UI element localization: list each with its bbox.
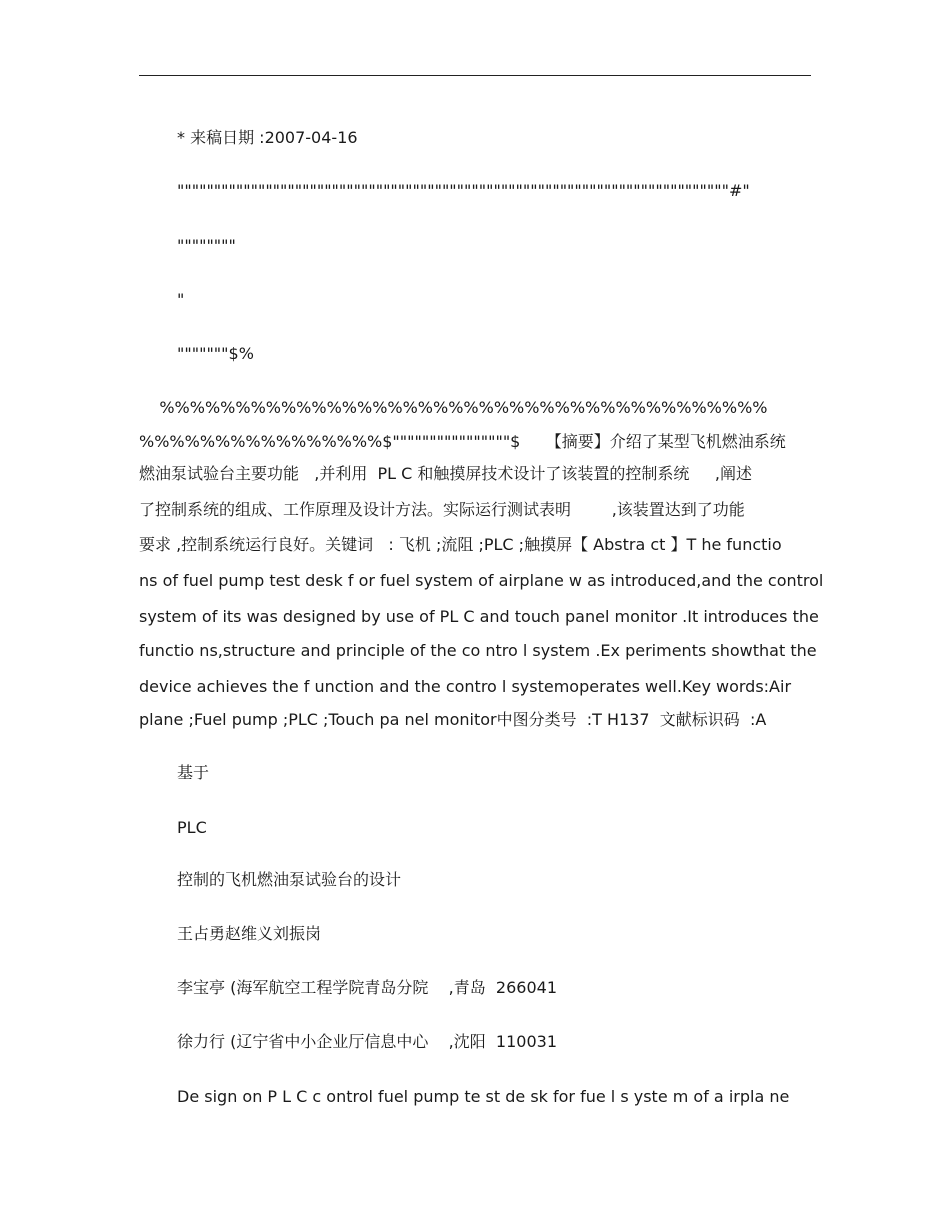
title-prefix: 基于 <box>177 763 210 782</box>
abstract-line: %%%%%%%%%%%%%%%%%%%%%%%%%%%%%%%%%%%%%%%% <box>139 398 768 417</box>
paper-title: 控制的飞机燃油泵试验台的设计 <box>177 870 402 889</box>
garbled-text-line: " <box>177 290 185 309</box>
garbled-text-line: """""""$% <box>177 344 254 363</box>
title-plc: PLC <box>177 818 207 837</box>
abstract-line: %%%%%%%%%%%%%%%%$""""""""""""""""$ 【摘要】介绍了某型飞机燃油系统 <box>139 432 786 451</box>
affiliation-1: 李宝亭 (海军航空工程学院青岛分院 ,青岛 266041 <box>177 978 558 997</box>
affiliation-2: 徐力行 (辽宁省中小企业厅信息中心 ,沈阳 110031 <box>177 1032 558 1051</box>
garbled-text-line: """""""""""""""""""""""""""""""""""""""""""""""""""""""""""""""""""""""""""#" <box>177 181 750 200</box>
abstract-line: system of its was designed by use of PL C and touch panel monitor .It introduces the <box>139 607 819 626</box>
english-title: De sign on P L C c ontrol fuel pump te st de sk for fue l s yste m of a irpla ne <box>177 1087 790 1106</box>
abstract-line: functio ns,structure and principle of the co ntro l system .Ex periments showthat the <box>139 641 817 660</box>
garbled-text-line: """""""" <box>177 236 236 255</box>
abstract-line: ns of fuel pump test desk f or fuel system of airplane w as introduced,and the control <box>139 571 824 590</box>
authors: 王占勇赵维义刘振岗 <box>177 924 322 943</box>
abstract-line: 了控制系统的组成、工作原理及设计方法。实际运行测试表明 ,该装置达到了功能 <box>139 500 745 519</box>
received-date: * 来稿日期 :2007-04-16 <box>177 128 358 147</box>
abstract-line: plane ;Fuel pump ;PLC ;Touch pa nel monitor中图分类号 :T H137 文献标识码 :A <box>139 710 767 729</box>
abstract-line: 要求 ,控制系统运行良好。关键词 : 飞机 ;流阻 ;PLC ;触摸屏【 Abstra ct 】T he functio <box>139 535 782 554</box>
abstract-line: device achieves the f unction and the contro l systemoperates well.Key words:Air <box>139 677 792 696</box>
abstract-line: 燃油泵试验台主要功能 ,并利用 PL C 和触摸屏技术设计了该装置的控制系统 ,阐述 <box>139 464 752 483</box>
header-rule <box>139 75 811 76</box>
